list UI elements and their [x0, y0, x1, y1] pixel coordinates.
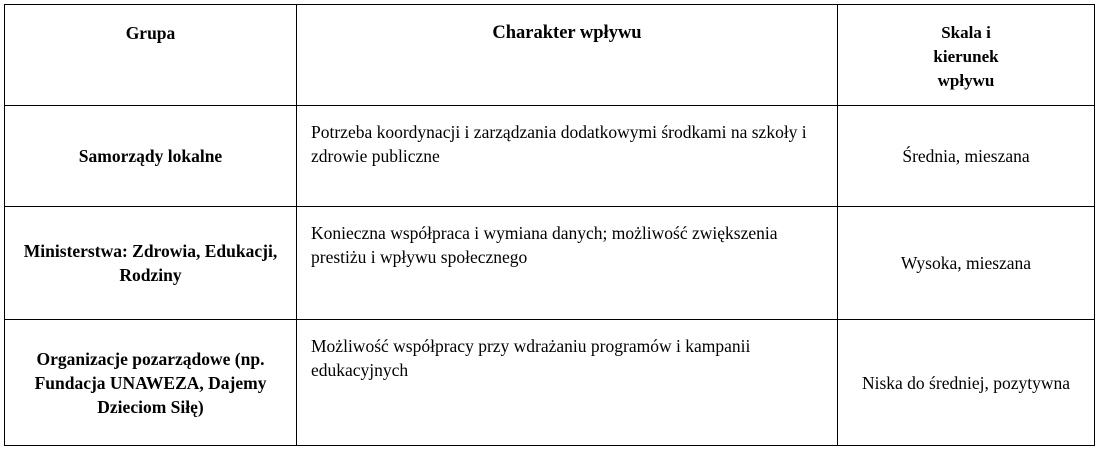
cell-scale: Niska do średniej, pozytywna: [838, 320, 1095, 446]
cell-group: Organizacje pozarządowe (np. Fundacja UNAWEZA, Dajemy Dzieciom Siłę): [5, 320, 297, 446]
cell-scale: Wysoka, mieszana: [838, 207, 1095, 320]
cell-impact-nature: Potrzeba koordynacji i zarządzania dodatkowymi środkami na szkoły i zdrowie publiczne: [297, 106, 838, 207]
cell-scale: Średnia, mieszana: [838, 106, 1095, 207]
stakeholder-impact-table: [4, 4, 1095, 446]
header-group: Grupa: [5, 5, 297, 106]
header-scale: Skala i kierunek wpływu: [838, 5, 1095, 106]
table-row: [5, 207, 1095, 320]
table-header-row: [5, 5, 1095, 106]
header-impact-nature: Charakter wpływu: [297, 5, 838, 106]
table-row: [5, 320, 1095, 446]
cell-impact-nature: Możliwość współpracy przy wdrażaniu programów i kampanii edukacyjnych: [297, 320, 838, 446]
table-row: [5, 106, 1095, 207]
cell-group: Samorządy lokalne: [5, 106, 297, 207]
cell-group: Ministerstwa: Zdrowia, Edukacji, Rodziny: [5, 207, 297, 320]
cell-impact-nature: Konieczna współpraca i wymiana danych; możliwość zwiększenia prestiżu i wpływu społecznego: [297, 207, 838, 320]
